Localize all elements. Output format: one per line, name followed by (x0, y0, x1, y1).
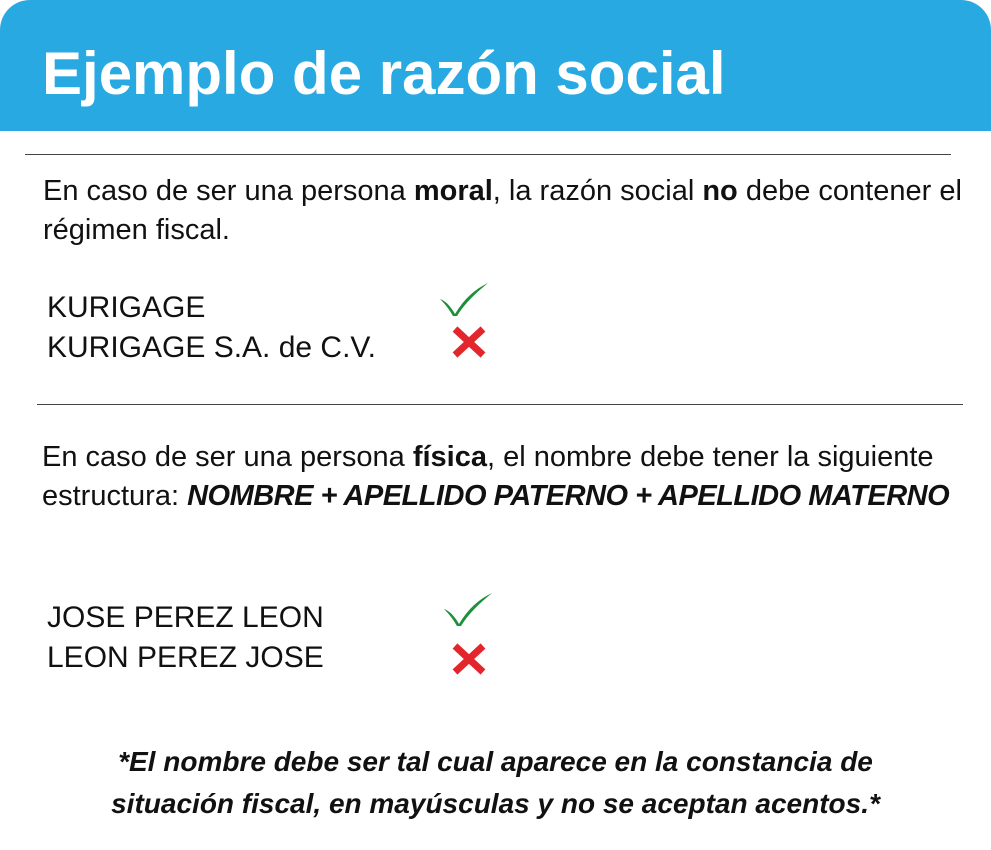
moral-description (43, 172, 973, 250)
check-icon (442, 591, 494, 627)
cross-icon (451, 326, 487, 358)
fisica-description (42, 438, 972, 516)
page-title: Ejemplo de razón social (42, 40, 726, 107)
divider-middle (37, 404, 963, 405)
moral-keyword: moral (413, 175, 493, 207)
moral-negation: no (702, 175, 738, 207)
name-structure: NOMBRE + APELLIDO PATERNO + APELLIDO MATERNO (187, 480, 950, 512)
cross-icon (451, 643, 487, 675)
footnote: *El nombre debe ser tal cual aparece en la constancia de situación fiscal, en mayúsculas y no se aceptan acentos.* (111, 746, 880, 819)
fisica-text-1: En caso de ser una persona (42, 441, 413, 473)
example-fisica-valid: JOSE PEREZ LEON (47, 601, 324, 634)
example-moral-invalid: KURIGAGE S.A. de C.V. (47, 331, 377, 364)
fisica-keyword: física (412, 441, 487, 473)
moral-text-3: debe contener el régimen fiscal. (43, 175, 962, 246)
moral-text-2: , la razón social (492, 175, 703, 207)
example-fisica-invalid: LEON PEREZ JOSE (47, 641, 324, 674)
header-banner (0, 0, 991, 131)
example-moral-valid: KURIGAGE (47, 291, 206, 324)
check-icon (438, 281, 490, 317)
fisica-text-2: , el nombre debe tener la siguiente estructura: (42, 441, 934, 512)
moral-text-1: En caso de ser una persona (43, 175, 414, 207)
divider-top (25, 154, 951, 155)
